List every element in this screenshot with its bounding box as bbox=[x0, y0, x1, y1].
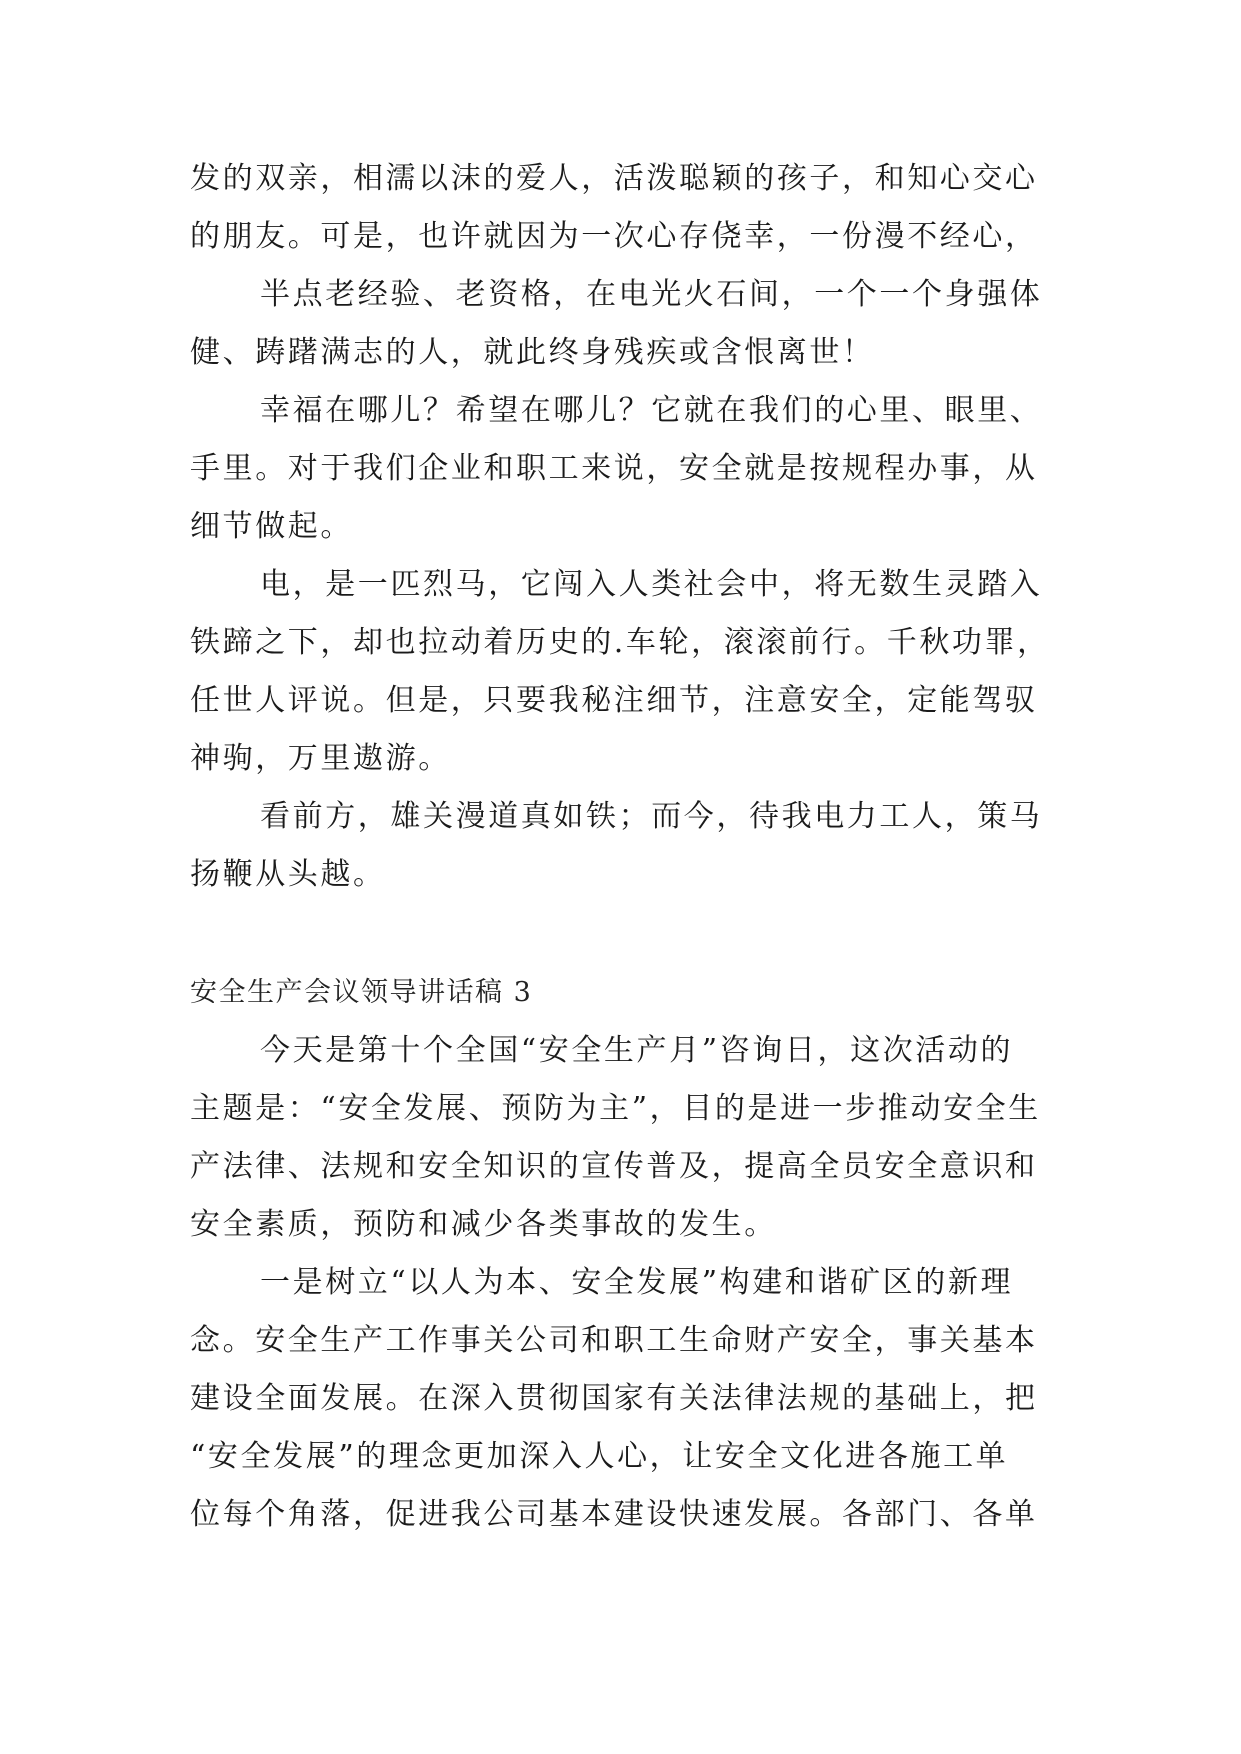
paragraph bbox=[190, 1022, 1070, 1254]
text-line: 产法律、法规和安全知识的宣传普及，提高全员安全意识和 bbox=[190, 1149, 1038, 1184]
text-line: 建设全面发展。在深入贯彻国家有关法律法规的基础上，把 bbox=[190, 1381, 1038, 1416]
text-line: 半点老经验、老资格，在电光火石间，一个一个身强体 bbox=[260, 277, 1043, 312]
paragraph bbox=[190, 266, 1070, 382]
paragraph bbox=[190, 1254, 1070, 1544]
text-line: 主题是：“安全发展、预防为主”，目的是进一步推动安全生 bbox=[190, 1091, 1041, 1126]
text-line: 扬鞭从头越。 bbox=[190, 857, 386, 892]
paragraph bbox=[190, 556, 1070, 788]
paragraph bbox=[190, 150, 1070, 266]
text-line: 细节做起。 bbox=[190, 509, 353, 544]
text-line: 神驹，万里遨游。 bbox=[190, 741, 451, 776]
text-line: 今天是第十个全国“安全生产月”咨询日，这次活动的 bbox=[260, 1033, 1014, 1068]
text-line: 安全素质，预防和减少各类事故的发生。 bbox=[190, 1207, 777, 1242]
section-title: 安全生产会议领导讲话稿 3 bbox=[190, 977, 533, 1008]
text-line: 幸福在哪儿？希望在哪儿？它就在我们的心里、眼里、 bbox=[260, 393, 1043, 428]
document-body bbox=[190, 150, 1070, 1544]
text-line: 电，是一匹烈马，它闯入人类社会中，将无数生灵踏入 bbox=[260, 567, 1043, 602]
paragraph bbox=[190, 382, 1070, 556]
text-line: 铁蹄之下，却也拉动着历史的.车轮，滚滚前行。千秋功罪， bbox=[190, 625, 1050, 660]
text-line: 手里。对于我们企业和职工来说，安全就是按规程办事，从 bbox=[190, 451, 1038, 486]
text-line: 看前方，雄关漫道真如铁；而今，待我电力工人，策马 bbox=[260, 799, 1043, 834]
section-spacer bbox=[190, 904, 1070, 964]
text-line: 任世人评说。但是，只要我秘注细节，注意安全，定能驾驭 bbox=[190, 683, 1038, 718]
paragraph bbox=[190, 788, 1070, 904]
text-line: 一是树立“以人为本、安全发展”构建和谐矿区的新理 bbox=[260, 1265, 1014, 1300]
text-line: 位每个角落，促进我公司基本建设快速发展。各部门、各单 bbox=[190, 1497, 1038, 1532]
text-line: 发的双亲，相濡以沫的爱人，活泼聪颖的孩子，和知心交心 bbox=[190, 161, 1038, 196]
text-line: “安全发展”的理念更加深入人心，让安全文化进各施工单 bbox=[190, 1439, 1009, 1474]
text-line: 健、踌躇满志的人，就此终身残疾或含恨离世！ bbox=[190, 335, 875, 370]
text-line: 的朋友。可是，也许就因为一次心存侥幸，一份漫不经心， bbox=[190, 219, 1038, 254]
text-line: 念。安全生产工作事关公司和职工生命财产安全，事关基本 bbox=[190, 1323, 1038, 1358]
